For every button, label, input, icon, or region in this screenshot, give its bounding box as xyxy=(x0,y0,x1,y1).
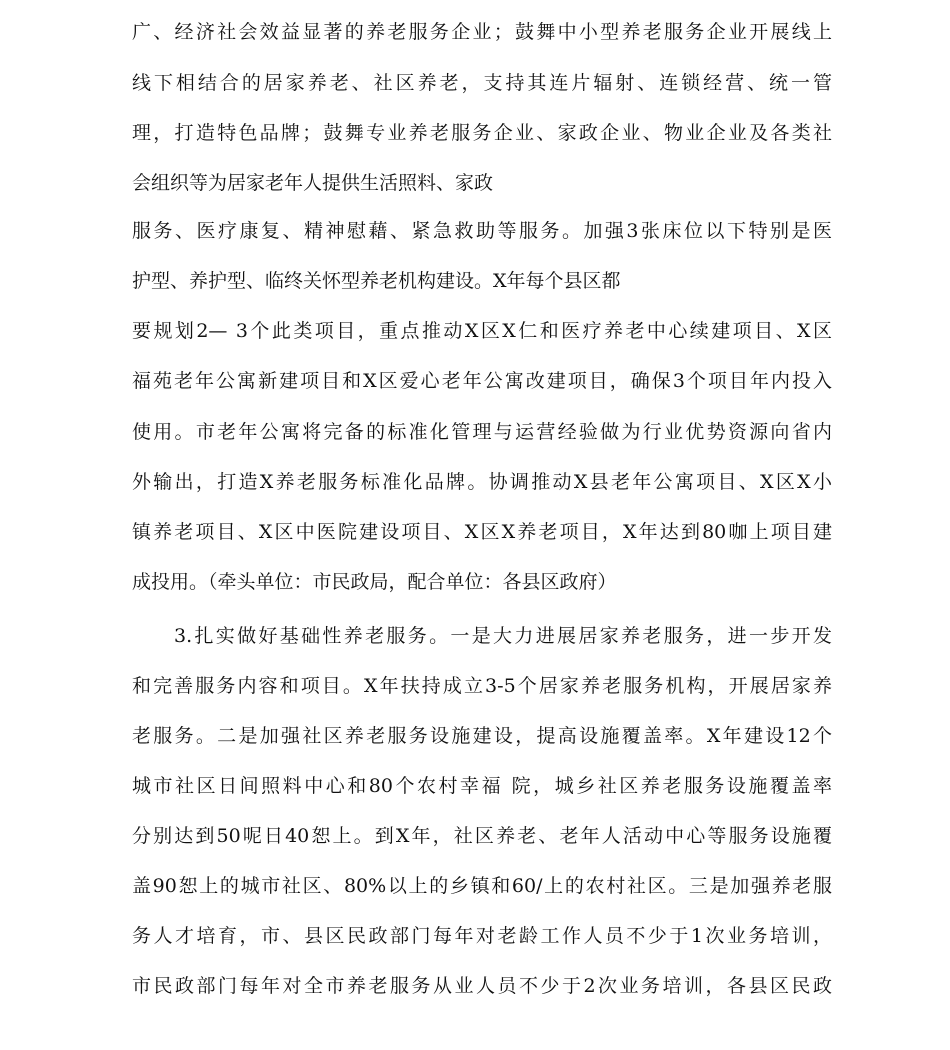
text-line: 分别达到50呢日40恕上。到X年，社区养老、老年人活动中心等服务设施覆 xyxy=(132,825,832,847)
text-line: 要规划2— 3个此类项目，重点推动X区X仁和医疗养老中心续建项目、X区 xyxy=(132,320,832,342)
text-line: 服务、医疗康复、精神慰藉、紧急救助等服务。加强3张床位以下特别是医 xyxy=(132,220,832,242)
text-line: 城市社区日间照料中心和80个农村幸福 院，城乡社区养老服务设施覆盖率 xyxy=(132,775,832,797)
text-line: 外输出，打造X养老服务标准化品牌。协调推动X县老年公寓项目、X区X小 xyxy=(132,471,832,493)
text-line: 护型、养护型、临终关怀型养老机构建设。X年每个县区都 xyxy=(132,270,621,292)
section-heading-line: 3.扎实做好基础性养老服务。一是大力进展居家养老服务，进一步开发 xyxy=(174,625,832,647)
text-line: 老服务。二是加强社区养老服务设施建设，提高设施覆盖率。X年建设12个 xyxy=(132,725,832,747)
text-line: 成投用。（牵头单位：市民政局，配合单位：各县区政府） xyxy=(132,571,617,593)
text-line: 市民政部门每年对全市养老服务从业人员不少于2次业务培训，各县区民政 xyxy=(132,975,832,997)
text-line: 务人才培育，市、县区民政部门每年对老龄工作人员不少于1次业务培训， xyxy=(132,925,832,947)
text-line: 和完善服务内容和项目。X年扶持成立3-5个居家养老服务机构，开展居家养 xyxy=(132,675,832,697)
text-line: 盖90恕上的城市社区、80%以上的乡镇和60/上的农村社区。三是加强养老服 xyxy=(132,875,832,897)
text-line: 会组织等为居家老年人提供生活照料、家政 xyxy=(132,172,494,194)
text-line: 福苑老年公寓新建项目和X区爱心老年公寓改建项目，确保3个项目年内投入 xyxy=(132,370,832,392)
text-line: 镇养老项目、X区中医院建设项目、X区X养老项目，X年达到80咖上项目建 xyxy=(132,521,832,543)
text-line: 广、经济社会效益显著的养老服务企业；鼓舞中小型养老服务企业开展线上 xyxy=(132,21,832,43)
text-line: 理，打造特色品牌；鼓舞专业养老服务企业、家政企业、物业企业及各类社 xyxy=(132,122,832,144)
text-line: 线下相结合的居家养老、社区养老，支持其连片辐射、连锁经营、统一管 xyxy=(132,72,832,94)
text-line: 使用。市老年公寓将完备的标准化管理与运营经验做为行业优势资源向省内 xyxy=(132,421,832,443)
